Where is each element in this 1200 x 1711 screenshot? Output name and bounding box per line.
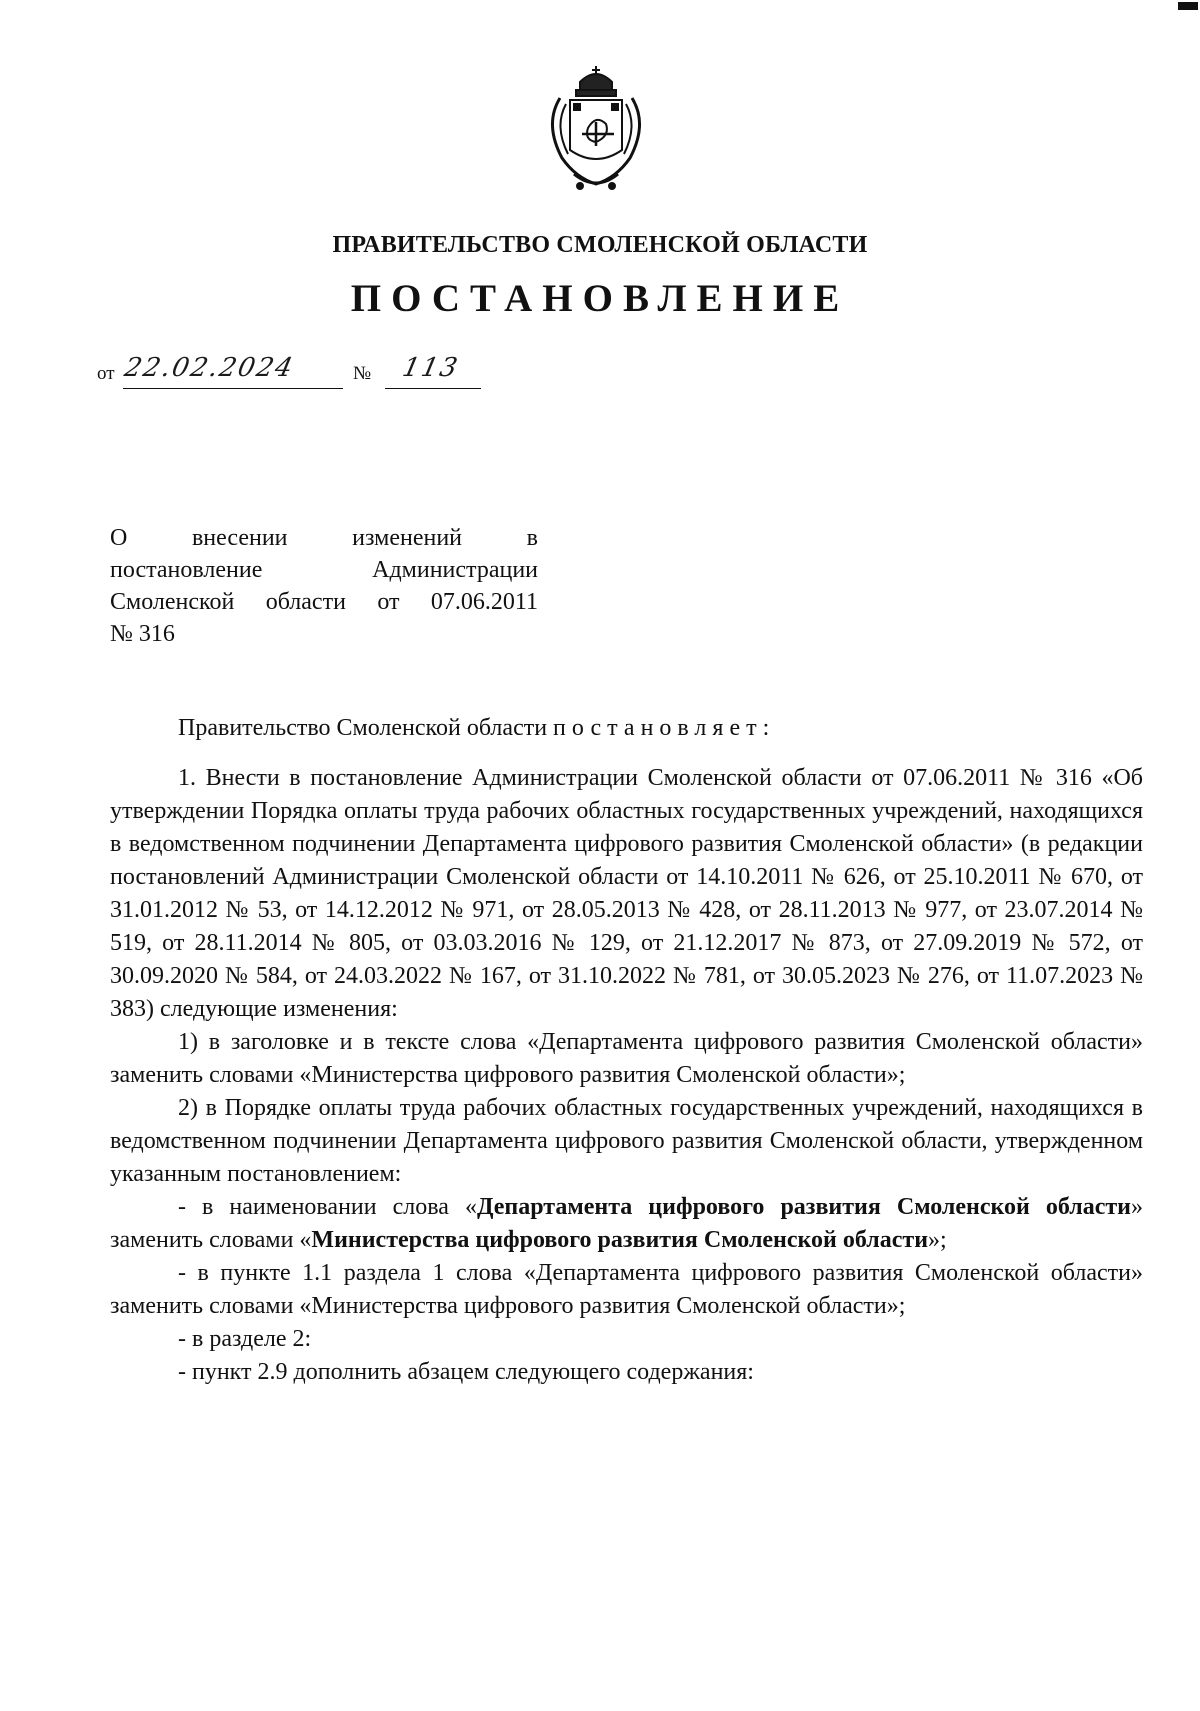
scan-corner-mark: [1174, 0, 1200, 12]
subject-line: постановление Администрации: [110, 557, 538, 583]
subject-line: О внесении изменений в: [110, 525, 538, 551]
paragraph-4-text: » заменить словами «: [110, 1194, 1144, 1253]
document-type-title: ПОСТАНОВЛЕНИЕ: [350, 277, 850, 320]
paragraph-4-bold: Департамента цифрового развития Смоленской области: [476, 1194, 1132, 1220]
paragraph-3: 2) в Порядке оплаты труда рабочих областных государственных учреждений, находящихся в ведомственном подчинении Департамента цифрового развития Смоленской области, утвержденном указанным постановлением:: [110, 1095, 1143, 1187]
subject-line: № 316: [110, 621, 175, 647]
document-subject: [110, 522, 538, 650]
paragraph-5: - в пункте 1.1 раздела 1 слова «Департамента цифрового развития Смоленской области» заменить словами «Министерства цифрового развития Смоленской области»;: [110, 1260, 1143, 1319]
number-prefix: №: [353, 363, 372, 384]
date-prefix: от: [97, 363, 115, 384]
paragraph-7: - пункт 2.9 дополнить абзацем следующего содержания:: [178, 1359, 754, 1385]
paragraph-1: 1. Внести в постановление Администрации Смоленской области от 07.06.2011 № 316 «Об утверждении Порядка оплаты труда рабочих областных государственных учреждений, находящихся в ведомственном подчинении Департамента цифрового развития Смоленской области» (в редакции постановлений Администрации Смоленской области от 14.10.2011 № 626, от 25.10.2011 № 670, от 31.01.2012 № 53, от 14.12.2012 № 971, от 28.05.2013 № 428, от 28.11.2013 № 977, от 23.07.2014 № 519, от 28.11.2014 № 805, от 03.03.2016 № 129, от 21.12.2017 № 873, от 27.09.2019 № 572, от 30.09.2020 № 584, от 24.03.2022 № 167, от 31.10.2022 № 781, от 30.05.2023 № 276, от 11.07.2023 № 383) следующие изменения:: [110, 765, 1143, 1022]
paragraph-6: - в разделе 2:: [178, 1326, 312, 1352]
subject-line: Смоленской области от 07.06.2011: [110, 589, 538, 615]
paragraph-4-text: - в наименовании слова «: [178, 1194, 477, 1220]
paragraph-4-text: »;: [928, 1227, 947, 1253]
preamble-text: Правительство Смоленской области: [178, 715, 554, 741]
handwritten-number: 113: [399, 353, 462, 383]
handwritten-date: 22.02.2024: [121, 353, 298, 383]
document-body: [110, 712, 1143, 1389]
number-underline: [385, 388, 481, 389]
paragraph-4-bold: Министерства цифрового развития Смоленской области: [311, 1227, 929, 1253]
smolensk-coat-of-arms-icon: [540, 64, 652, 196]
paragraph-4: [110, 1191, 1143, 1257]
preamble-keyword: постановляет:: [553, 715, 776, 741]
preamble: [110, 712, 1143, 745]
paragraph-2: 1) в заголовке и в тексте слова «Департамента цифрового развития Смоленской области» заменить словами «Министерства цифрового развития Смоленской области»;: [110, 1029, 1143, 1088]
date-underline: [123, 388, 343, 389]
organization-title: ПРАВИТЕЛЬСТВО СМОЛЕНСКОЙ ОБЛАСТИ: [332, 232, 868, 258]
